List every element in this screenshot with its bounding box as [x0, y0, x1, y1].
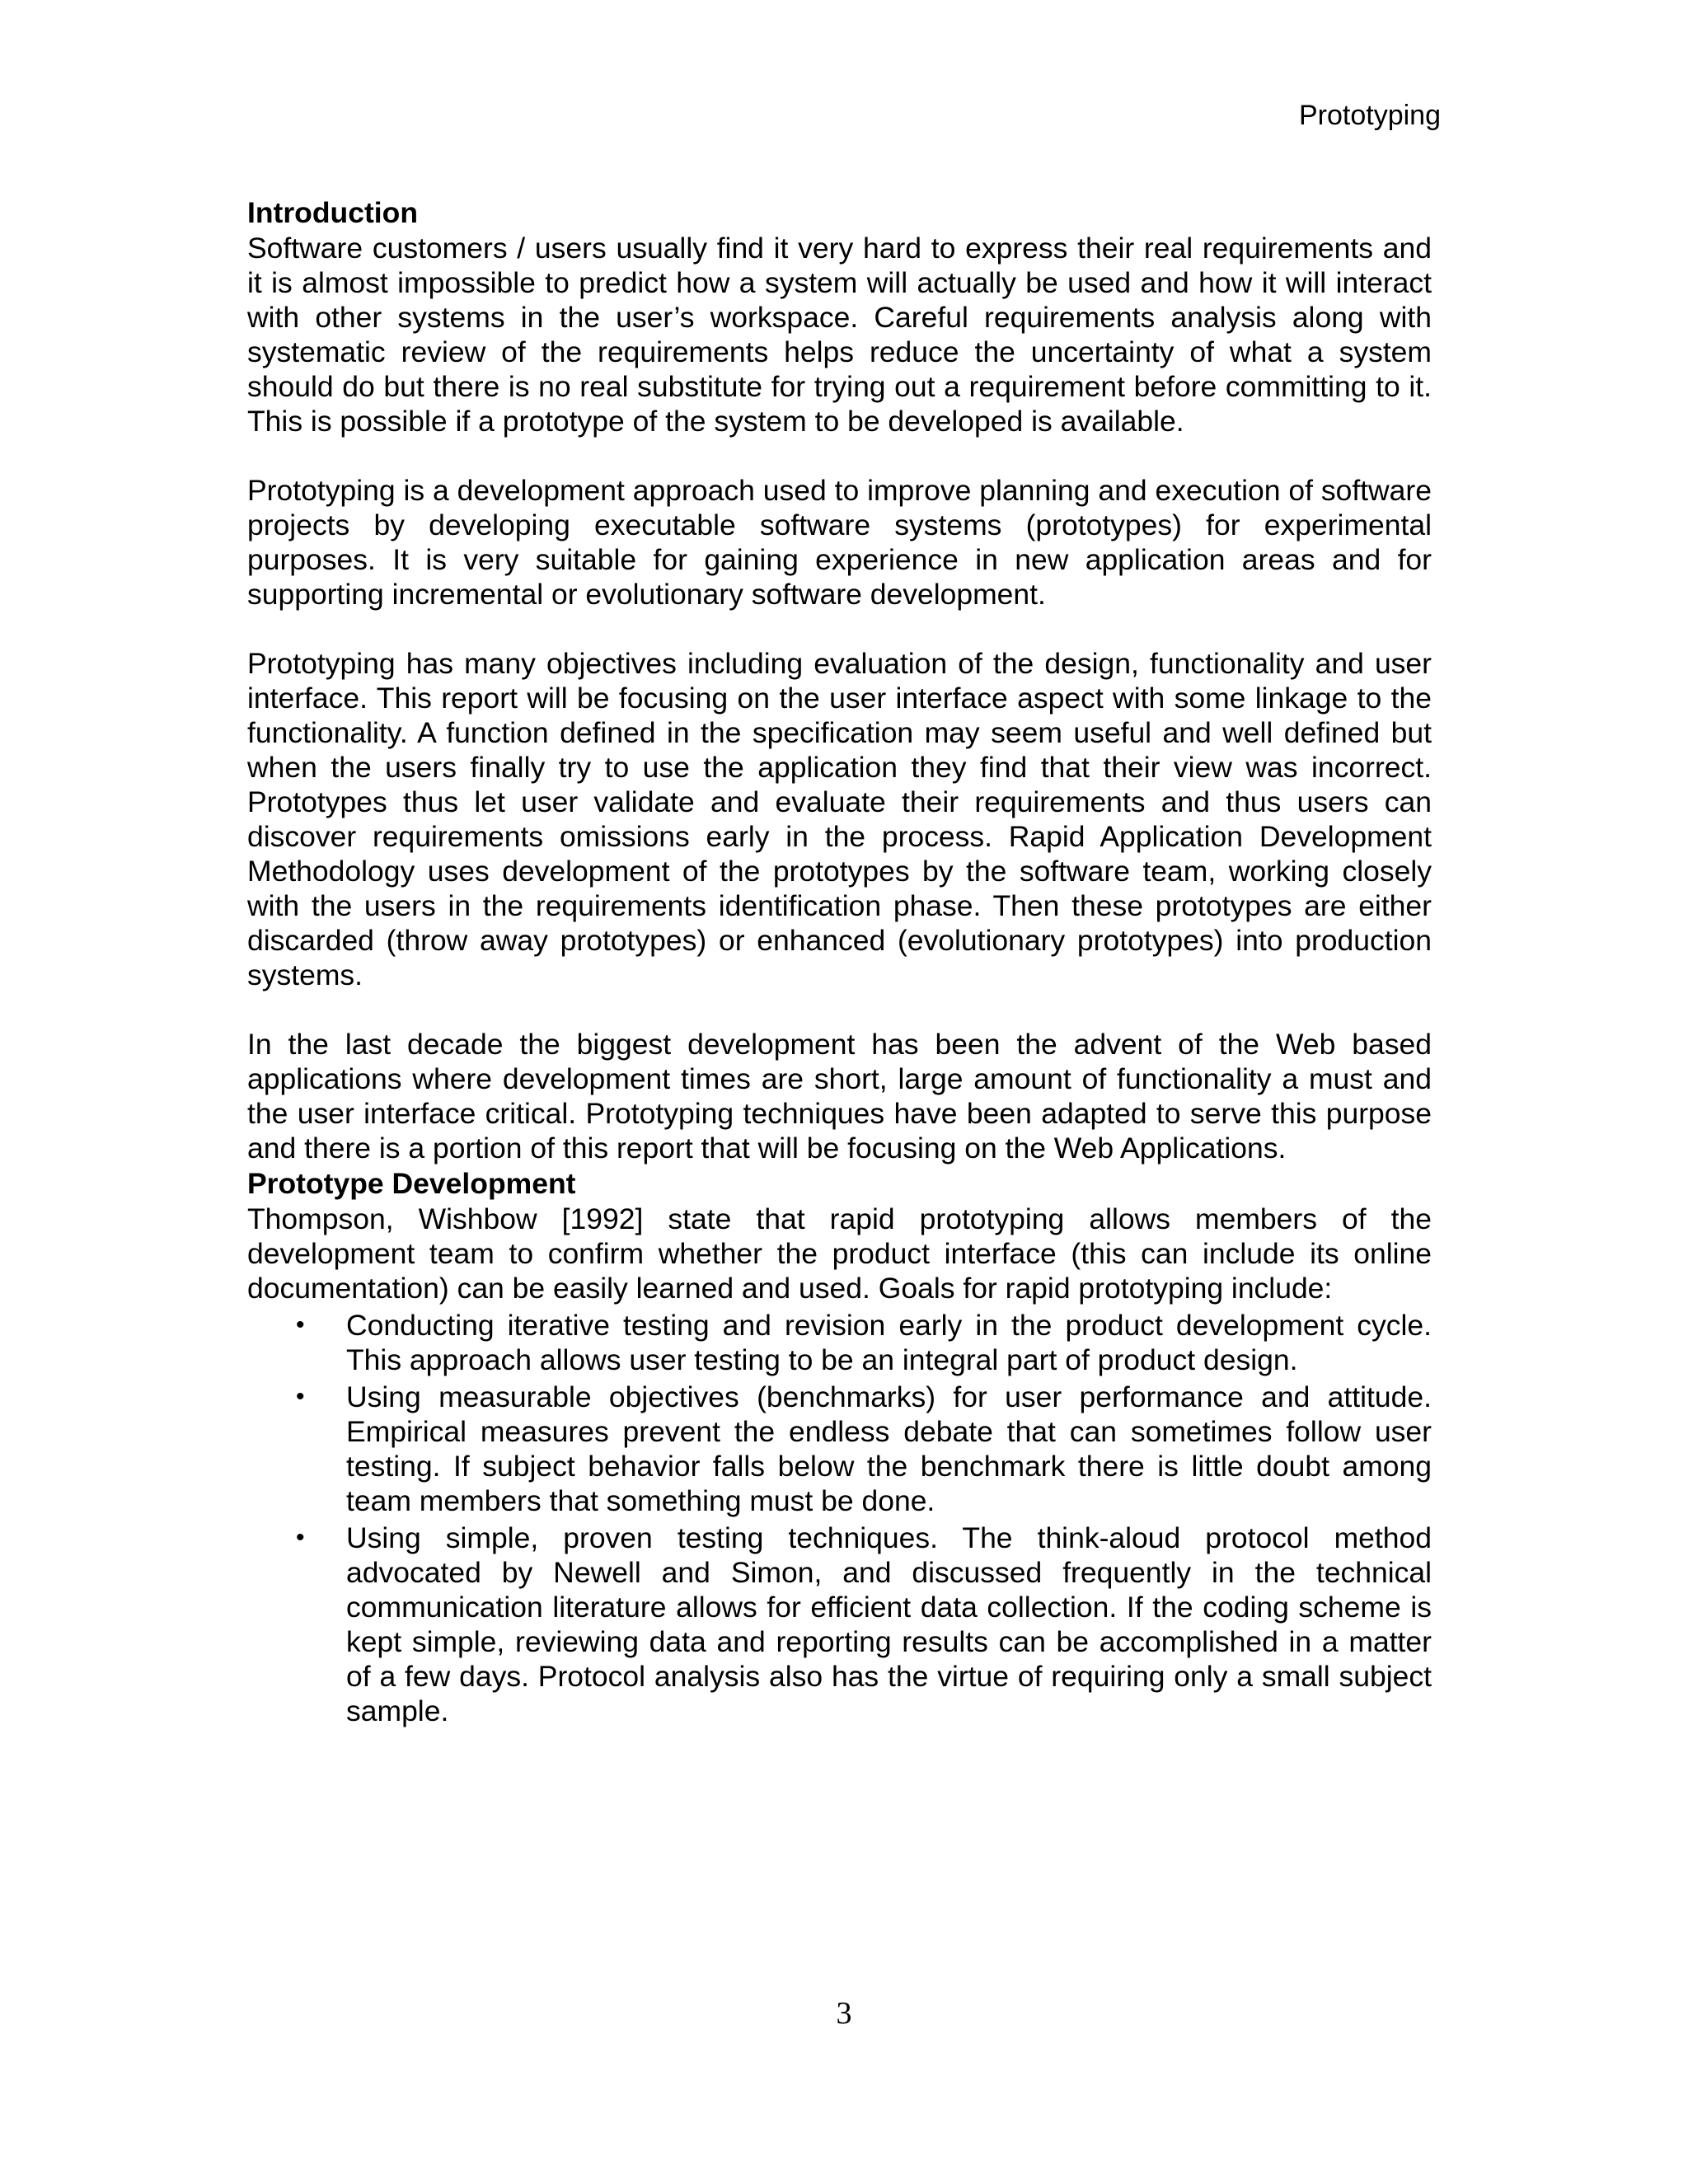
list-item — [247, 1380, 1432, 1518]
paragraph: Software customers / users usually find it very hard to express their real requirements and it is almost impossible to predict how a system will actually be used and how it will interact with other systems in the user’s workspace. Careful requirements analysis along with systematic review of the requirements helps reduce the uncertainty of what a system should do but there is no real substitute for trying out a requirement before committing to it. This is possible if a prototype of the system to be developed is available. — [247, 232, 1432, 438]
bullet-icon: • — [296, 1524, 305, 1551]
list-item — [247, 1308, 1432, 1377]
section-heading-prototype-development: Prototype Development — [247, 1167, 576, 1200]
paragraph: In the last decade the biggest development has been the advent of the Web based applications where development times are short, large amount of functionality a must and the user interface critical. Prototyping techniques have been adapted to serve this purpose and there is a portion of this report that will be focusing on the Web Applications. — [247, 1028, 1432, 1165]
page-body — [247, 194, 1432, 1728]
paragraph: Prototyping is a development approach used to improve planning and execution of software projects by developing executable software systems (prototypes) for experimental purposes. It is very suitable for gaining experience in new application areas and for supporting incremental or evolutionary software development. — [247, 474, 1432, 611]
list-item-text: Using measurable objectives (benchmarks) for user performance and attitude. Empirical measures prevent the endless debate that can sometimes follow user testing. If subject behavior falls below the benchmark there is little doubt among team members that something must be done. — [346, 1380, 1432, 1517]
paragraph: Thompson, Wishbow [1992] state that rapid prototyping allows members of the development team to confirm whether the product interface (this can include its online documentation) can be easily learned and used. Goals for rapid prototyping include: — [247, 1202, 1432, 1305]
goals-list — [247, 1308, 1432, 1728]
bullet-icon: • — [296, 1383, 305, 1410]
list-item-text: Conducting iterative testing and revision early in the product development cycle. This approach allows user testing to be an integral part of product design. — [346, 1309, 1432, 1376]
paragraph: Prototyping has many objectives including evaluation of the design, functionality and user interface. This report will be focusing on the user interface aspect with some linkage to the functionality. A function defined in the specification may seem useful and well defined but when the users finally try to use the application they find that their view was incorrect. Prototypes thus let user validate and evaluate their requirements and thus users can discover requirements omissions early in the process. Rapid Application Development Methodology uses development of the prototypes by the software team, working closely with the users in the requirements identification phase. Then these prototypes are either discarded (throw away prototypes) or enhanced (evolutionary prototypes) into production systems. — [247, 647, 1432, 991]
list-item-text: Using simple, proven testing techniques. The think-aloud protocol method advocated by Newell and Simon, and discussed frequently in the technical communication literature allows for efficient data collection. If the coding scheme is kept simple, reviewing data and reporting results can be accomplished in a matter of a few days. Protocol analysis also has the virtue of requiring only a small subject sample. — [346, 1521, 1432, 1727]
section-heading-introduction: Introduction — [247, 196, 419, 229]
running-header: Prototyping — [1299, 100, 1441, 131]
list-item — [247, 1521, 1432, 1728]
page-number: 3 — [836, 1996, 852, 2031]
bullet-icon: • — [296, 1311, 305, 1338]
